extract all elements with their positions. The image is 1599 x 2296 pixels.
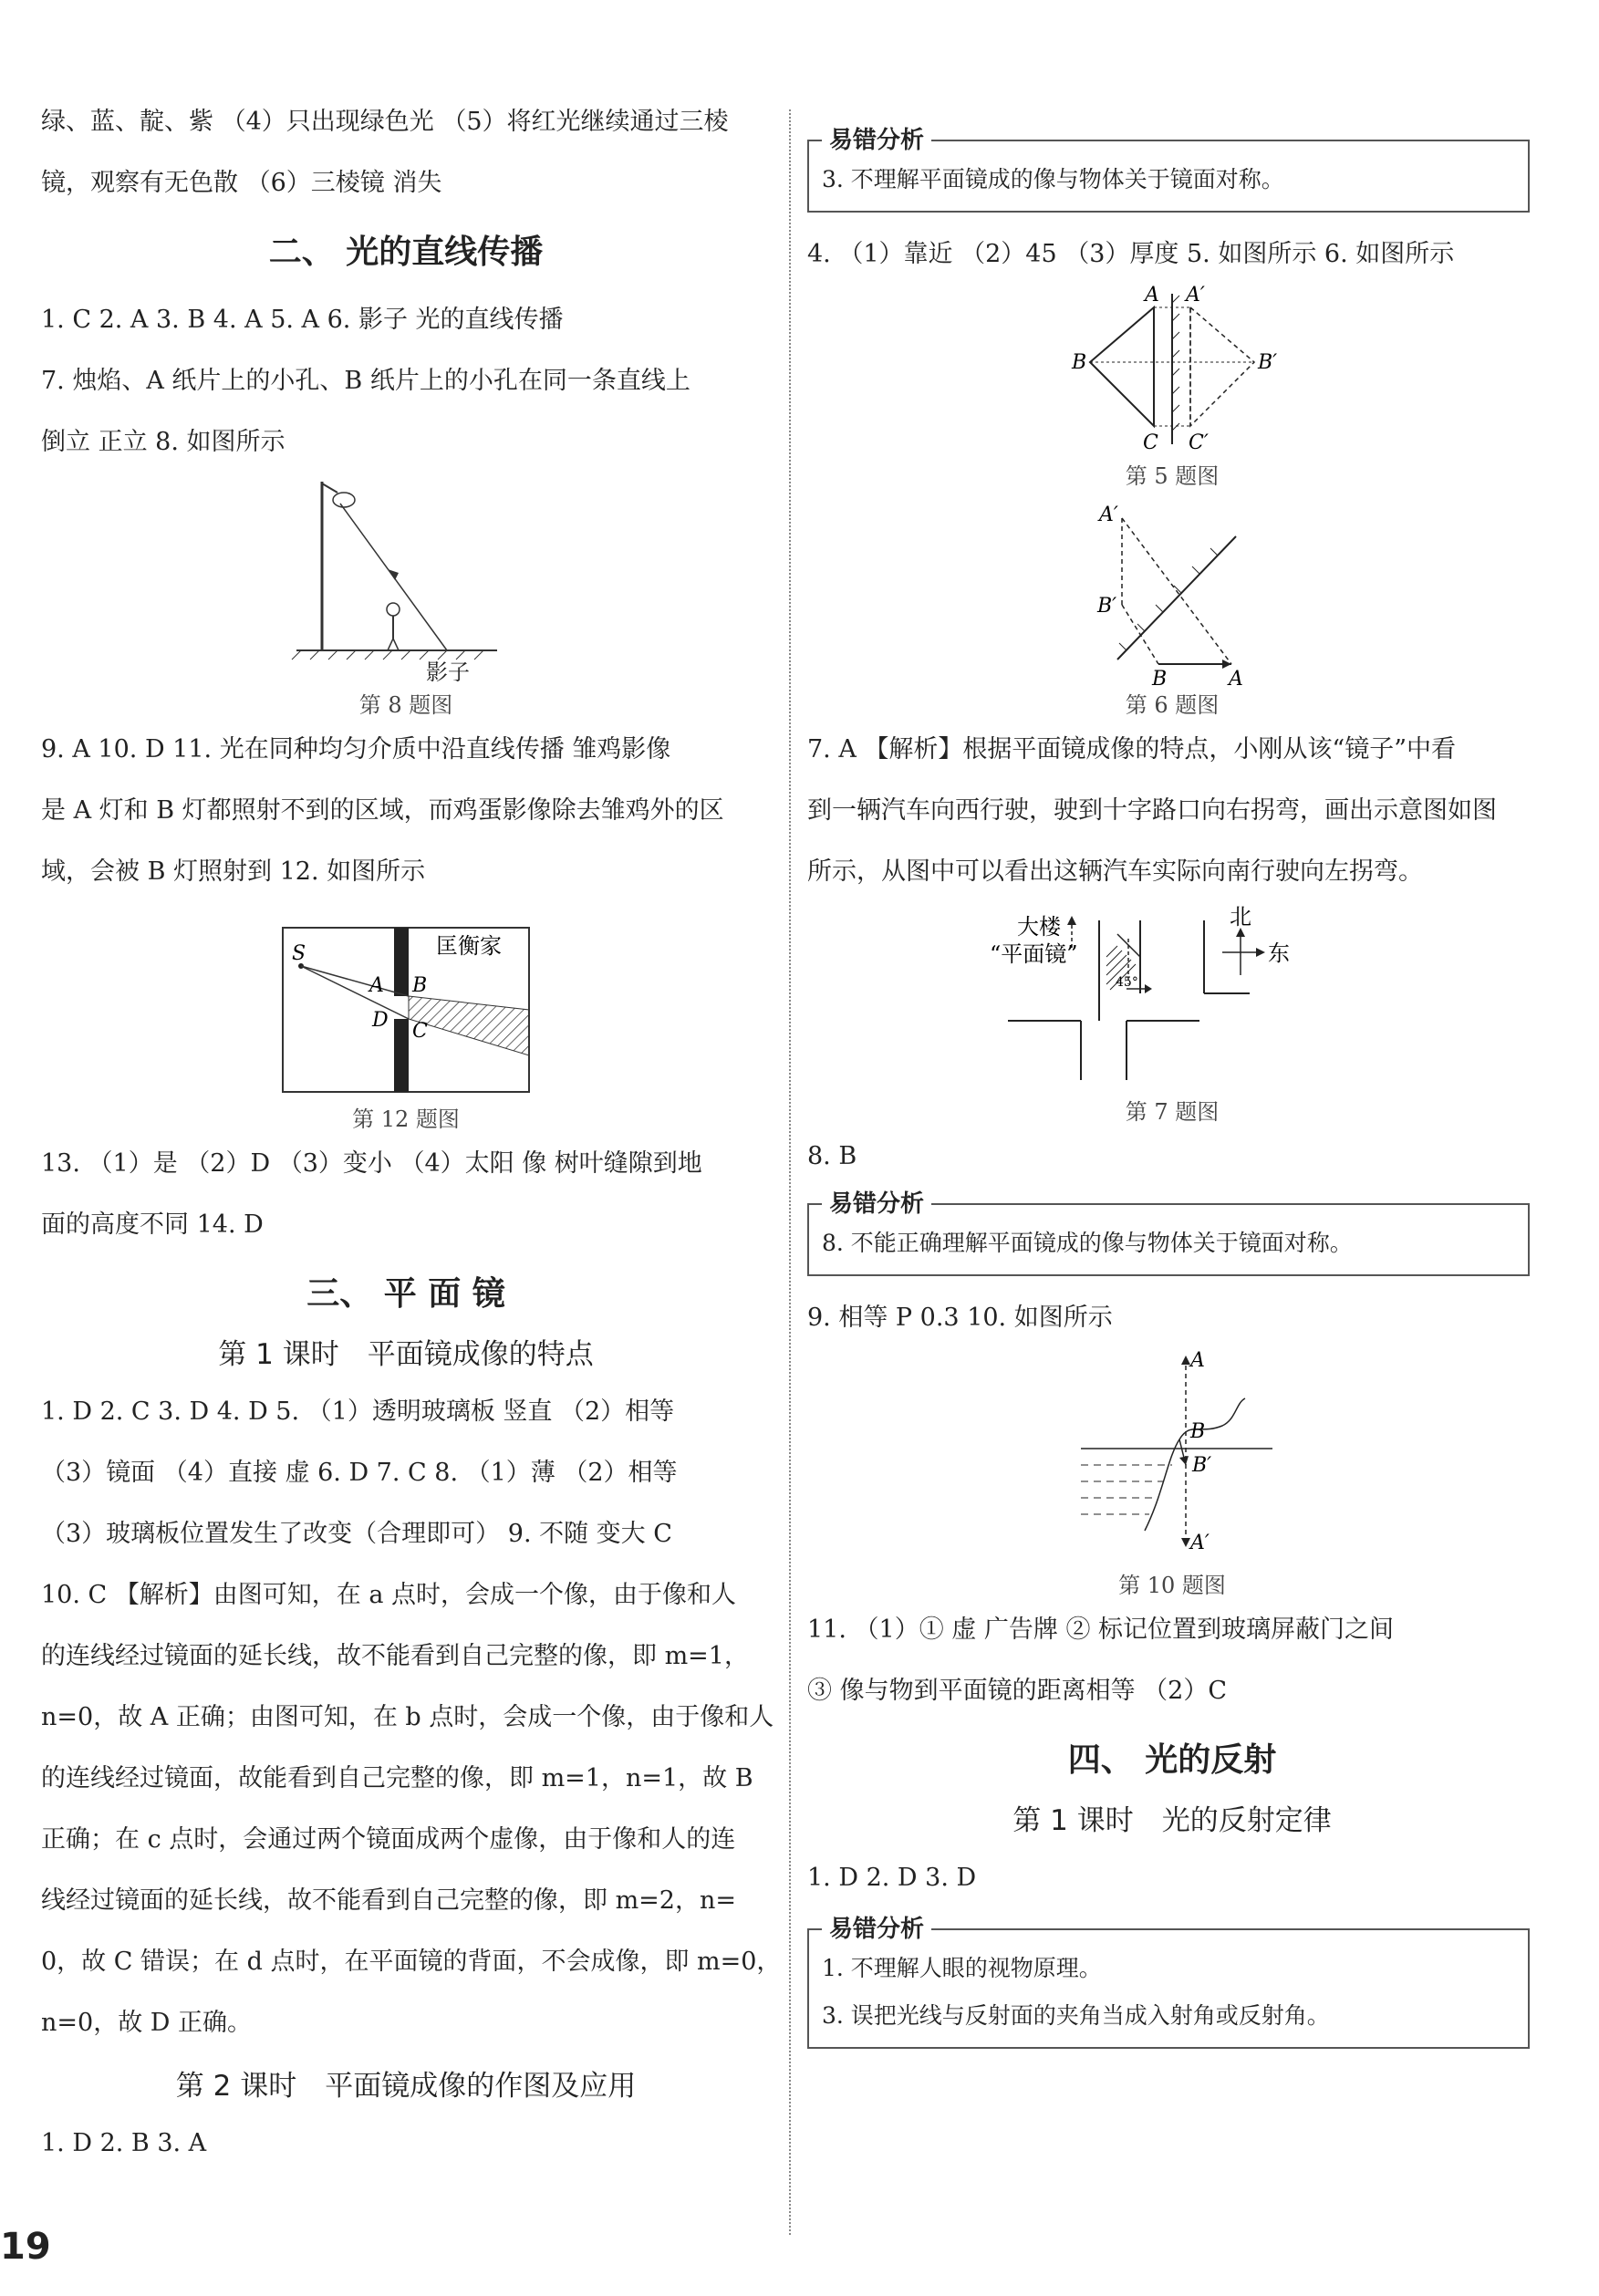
- figure-caption: 第 5 题图: [1125, 463, 1220, 489]
- shadow-label: 影子: [426, 660, 470, 685]
- point-B: B: [412, 974, 428, 997]
- figure-5: [1054, 285, 1291, 458]
- answer-line: 1. D 2. D 3. D: [807, 1864, 977, 1892]
- left-column: [41, 91, 782, 2174]
- answer-line: 13. （1）是 （2）D （3）变小 （4）太阳 像 树叶缝隙到地: [41, 1149, 702, 1178]
- answer-line: n=0，故 A 正确；由图可知，在 b 点时，会成一个像，由于像和人: [41, 1703, 774, 1731]
- answer-line: 10. C 【解析】由图可知，在 a 点时，会成一个像，由于像和人: [41, 1581, 737, 1609]
- figure-caption: 第 10 题图: [1118, 1573, 1226, 1598]
- point-A-prime: A′: [1099, 504, 1118, 526]
- answer-line: 域，会被 B 灯照射到 12. 如图所示: [41, 857, 426, 886]
- lesson-title: 第 2 课时 平面镜成像的作图及应用: [175, 2070, 637, 2103]
- error-analysis-box: [807, 127, 1530, 213]
- point-B: B: [1190, 1420, 1206, 1443]
- answer-line: 的连线经过镜面的延长线，故不能看到自己完整的像，即 m=1，: [41, 1642, 749, 1670]
- answer-line: （3）镜面 （4）直接 虚 6. D 7. C 8. （1）薄 （2）相等: [41, 1459, 678, 1487]
- box-title: 易错分析: [822, 121, 931, 155]
- figure-caption: 第 6 题图: [1125, 692, 1220, 718]
- point-C-prime: C′: [1189, 431, 1209, 454]
- box-item: 1. 不理解人眼的视物原理。: [822, 1955, 1102, 1981]
- point-A-prime: A′: [1186, 285, 1205, 306]
- section-title: 二、 光的直线传播: [268, 234, 544, 271]
- point-A: A: [1229, 668, 1243, 687]
- answer-line: 9. A 10. D 11. 光在同种均匀介质中沿直线传播 雏鸡影像: [41, 735, 671, 764]
- answer-line: 9. 相等 P 0.3 10. 如图所示: [807, 1304, 1113, 1332]
- lesson-title: 第 1 课时 光的反射定律: [1012, 1804, 1332, 1837]
- answer-line: （3）玻璃板位置发生了改变（合理即可） 9. 不随 变大 C: [41, 1520, 672, 1548]
- point-A: A: [1190, 1349, 1205, 1372]
- house-label: 匡衡家: [436, 933, 502, 959]
- box-title: 易错分析: [822, 1185, 931, 1219]
- east-label: 东: [1268, 940, 1290, 966]
- box-item: 3. 不理解平面镜成的像与物体关于镜面对称。: [822, 166, 1284, 192]
- north-label: 北: [1230, 904, 1251, 930]
- answer-line: 倒立 正立 8. 如图所示: [41, 428, 286, 456]
- answer-line: 0，故 C 错误；在 d 点时，在平面镜的背面，不会成像，即 m=0，: [41, 1948, 782, 1976]
- figure-6: [1072, 495, 1272, 687]
- box-item: 3. 误把光线与反射面的夹角当成入射角或反射角。: [822, 2002, 1330, 2029]
- figure-caption: 第 7 题图: [1125, 1099, 1220, 1125]
- answer-line: 1. D 2. C 3. D 4. D 5. （1）透明玻璃板 竖直 （2）相等: [41, 1397, 675, 1426]
- box-title: 易错分析: [822, 1910, 931, 1944]
- right-column: [807, 127, 1537, 2060]
- answer-line: 7. A 【解析】根据平面镜成像的特点，小刚从该“镜子”中看: [807, 735, 1457, 764]
- answer-line: ③ 像与物到平面镜的距离相等 （2）C: [807, 1677, 1228, 1705]
- answer-line: 11. （1）① 虚 广告牌 ② 标记位置到玻璃屏蔽门之间: [807, 1616, 1395, 1644]
- angle-label: 45°: [1116, 975, 1138, 990]
- answer-line: 线经过镜面的延长线，故不能看到自己完整的像，即 m=2，n=: [41, 1886, 736, 1915]
- figure-caption: 第 8 题图: [358, 692, 453, 718]
- mirror-label: “平面镜”: [990, 941, 1078, 967]
- point-S: S: [292, 942, 306, 965]
- point-B-prime: B′: [1258, 351, 1278, 374]
- figure-10: [1063, 1348, 1282, 1567]
- building-label: 大楼: [1017, 914, 1061, 940]
- lesson-title: 第 1 课时 平面镜成像的特点: [218, 1338, 594, 1371]
- error-analysis-box: [807, 1190, 1530, 1276]
- answer-line: 所示，从图中可以看出这辆汽车实际向南行驶向左拐弯。: [807, 857, 1423, 886]
- section-title: 三、 平 面 镜: [306, 1275, 505, 1313]
- point-B: B: [1152, 668, 1168, 687]
- answer-line: 面的高度不同 14. D: [41, 1210, 264, 1239]
- answer-line: 镜，观察有无色散 （6）三棱镜 消失: [41, 169, 442, 197]
- figure-8: [287, 473, 524, 687]
- figure-12: [274, 919, 538, 1101]
- page-number: 19: [0, 2226, 51, 2268]
- point-B: B: [1072, 351, 1087, 374]
- figure-caption: 第 12 题图: [352, 1106, 460, 1132]
- box-item: 8. 不能正确理解平面镜成的像与物体关于镜面对称。: [822, 1230, 1353, 1256]
- error-analysis-box: [807, 1916, 1530, 2049]
- point-A: A: [369, 974, 384, 997]
- answer-line: 1. C 2. A 3. B 4. A 5. A 6. 影子 光的直线传播: [41, 306, 564, 334]
- answer-line: 7. 烛焰、A 纸片上的小孔、B 纸片上的小孔在同一条直线上: [41, 367, 690, 395]
- answer-line: 1. D 2. B 3. A: [41, 2129, 207, 2157]
- answer-line: 正确；在 c 点时，会通过两个镜面成两个虚像，由于像和人的连: [41, 1825, 736, 1854]
- column-divider: [789, 109, 791, 2235]
- point-C: C: [1143, 431, 1158, 454]
- figure-7: [990, 902, 1355, 1094]
- answer-line: n=0，故 D 正确。: [41, 2009, 253, 2037]
- point-B-prime: B′: [1192, 1454, 1212, 1477]
- point-A-prime: A′: [1190, 1532, 1210, 1554]
- point-C: C: [412, 1020, 428, 1043]
- answer-line: 8. B: [807, 1142, 857, 1170]
- answer-line: 绿、蓝、靛、紫 （4）只出现绿色光 （5）将红光继续通过三棱: [41, 108, 729, 136]
- section-title: 四、 光的反射: [1067, 1741, 1277, 1779]
- point-D: D: [372, 1009, 389, 1032]
- answer-line: 是 A 灯和 B 灯都照射不到的区域，而鸡蛋影像除去雏鸡外的区: [41, 796, 724, 825]
- answer-line: 4. （1）靠近 （2）45 （3）厚度 5. 如图所示 6. 如图所示: [807, 240, 1455, 268]
- point-B-prime: B′: [1097, 595, 1117, 618]
- point-A: A: [1145, 285, 1159, 306]
- answer-line: 的连线经过镜面，故能看到自己完整的像，即 m=1，n=1，故 B: [41, 1764, 753, 1792]
- answer-line: 到一辆汽车向西行驶，驶到十字路口向右拐弯，画出示意图如图: [807, 796, 1497, 825]
